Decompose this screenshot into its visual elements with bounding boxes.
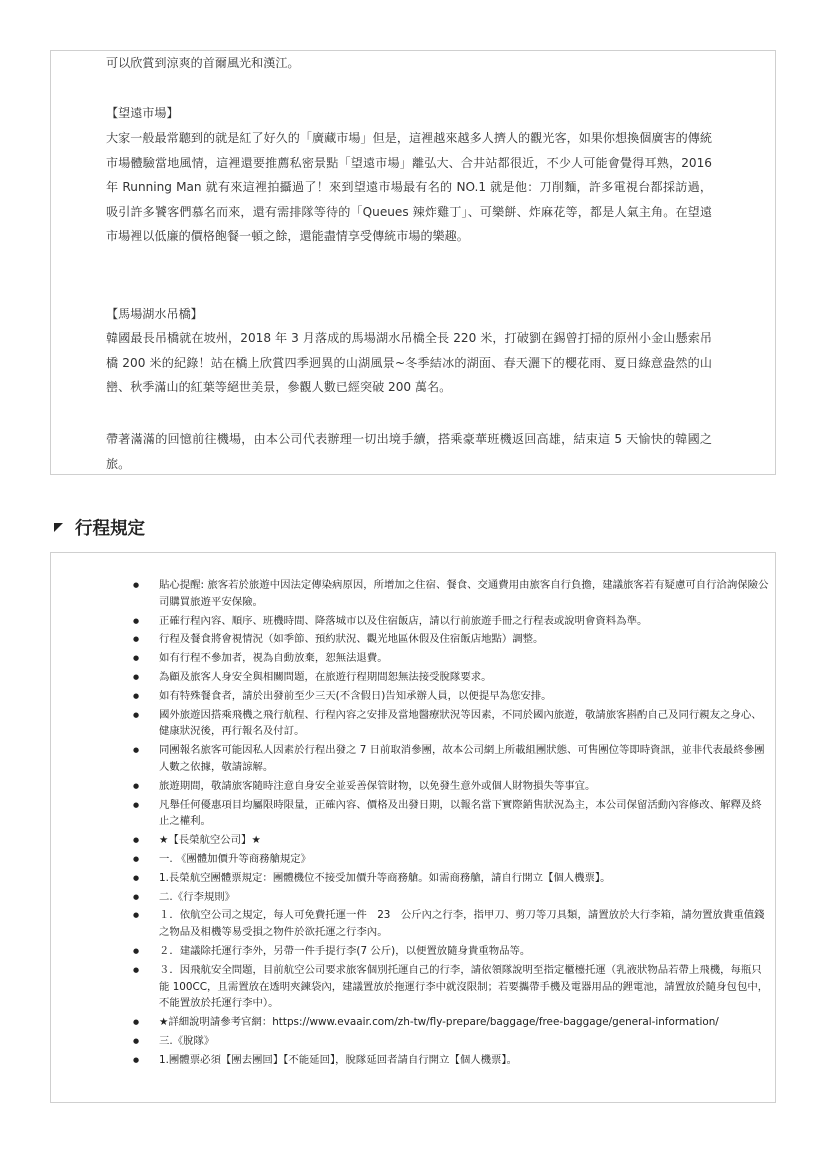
list-item: ● 旅遊期間，敬請旅客隨時注意自身安全並妥善保管財物，以免發生意外或個人財物損失等事宜。 (107, 778, 769, 795)
list-item: ● 國外旅遊因搭乘飛機之飛行航程、行程內容之安排及當地醫療狀況等因素，不同於國內旅遊，敬請旅客斟酌自己及同行親友之身心、健康狀況後，再行報名及付訂。 (107, 707, 769, 741)
rules-list (107, 577, 769, 1071)
list-item: ● ★詳細說明請參考官網：https://www.evaair.com/zh-tw/fly-prepare/baggage/free-baggage/general-information/ (107, 1014, 769, 1031)
list-item: ● 同團報名旅客可能因私人因素於行程出發之 7 日前取消參團，故本公司網上所載組團狀態、可售團位等即時資訊，並非代表最終參團人數之依據，敬請諒解。 (107, 742, 769, 776)
list-item: ● 一. 《團體加價升等商務艙規定》 (107, 851, 769, 868)
list-item: ● 三.《脫隊》 (107, 1033, 769, 1050)
rules-box (50, 552, 776, 1103)
list-item: ● 如有特殊餐食者，請於出發前至少三天(不含假日)告知承辦人員，以便提早為您安排。 (107, 688, 769, 705)
list-item: ● 行程及餐食將會視情況（如季節、預約狀況、觀光地區休假及住宿飯店地點）調整。 (107, 631, 769, 648)
closing-text: 帶著滿滿的回憶前往機場，由本公司代表辦理一切出境手續，搭乘豪華班機返回高雄，結束這 5 天愉快的韓國之旅。 (106, 432, 712, 471)
bridge-description: 韓國最長吊橋就在坡州，2018 年 3 月落成的馬場湖水吊橋全長 220 米，打破劉在錫曾打掃的原州小金山懸索吊橋 200 米的紀錄！站在橋上欣賞四季迥異的山湖風景~冬季結冰的湖面、春天灑下的櫻花雨、夏日綠意盎然的山巒、秋季滿山的紅葉等絕世美景，參觀人數已經突破 200 萬名。 (106, 331, 712, 394)
intro-tail-text: 可以欣賞到涼爽的首爾風光和漢江。 (106, 56, 300, 70)
section-title-rules (54, 515, 145, 540)
list-item: ● ３．因飛航安全問題，目前航空公司要求旅客個別托運自己的行李，請依領隊說明至指定櫃檯托運（乳液狀物品若帶上飛機，每瓶只能 100CC，且需置放在透明夾鍊袋內，建議置放於拖運行李中就沒限制；若要攜帶手機及電器用品的鋰電池，請置放於隨身包包中，不能置放於托運行李中）。 (107, 962, 769, 1012)
market-description: 大家一般最常聽到的就是紅了好久的「廣藏市場」但是，這裡越來越多人擠人的觀光客，如果你想換個廣害的傳統市場體驗當地風情，這裡還要推薦私密景點「望遠市場」離弘大、合井站都很近，不少人可能會覺得耳熟，2016 年 Running Man 就有來這裡拍攝過了！來到望遠市場最有名的 NO.1 就是他：刀削麵，許多電視台都採訪過，吸引許多饕客們慕名而來，還有需排隊等待的「Queues 辣炸雞丁」、可樂餅、炸麻花等，都是人氣主角。在望遠市場裡以低廉的價格飽餐一頓之餘，還能盡情享受傳統市場的樂趣。 (106, 131, 712, 243)
list-item: ● 如有行程不參加者，視為自動放棄，恕無法退費。 (107, 650, 769, 667)
market-heading: 【望遠市場】 (106, 106, 179, 120)
list-item: ● 凡舉任何優惠項目均屬限時限量，正確內容、價格及出發日期，以報名當下實際銷售狀況為主，本公司保留活動內容修改、解釋及終止之權利。 (107, 797, 769, 831)
list-item: ● 1.團體票必須【團去團回】【不能延回】，脫隊延回者請自行開立【個人機票】。 (107, 1052, 769, 1069)
bridge-heading: 【馬場湖水吊橋】 (106, 307, 203, 321)
list-item: ● 1.長榮航空團體票規定：團體機位不接受加價升等商務艙。如需商務艙，請自行開立【個人機票】。 (107, 870, 769, 887)
section-title-text: 行程規定 (75, 519, 145, 539)
list-item: ● ２．建議除托運行李外，另帶一件手提行李(7 公斤)，以便置放隨身貴重物品等。 (107, 943, 769, 960)
list-item: ● １．依航空公司之規定，每人可免費托運一件 23 公斤內之行李，指甲刀、剪刀等刀具類，請置放於大行李箱，請勿置放貴重值錢之物品及相機等易受損之物件於欲托運之行李內。 (107, 907, 769, 941)
triangle-marker-icon (54, 523, 63, 532)
list-item: ● 為顧及旅客人身安全與相關問題，在旅遊行程期間恕無法接受脫隊要求。 (107, 669, 769, 686)
list-item: ● 二.《行李規則》 (107, 889, 769, 906)
list-item: ● 正確行程內容、順序、班機時間、降落城市以及住宿飯店，請以行前旅遊手冊之行程表或說明會資料為準。 (107, 613, 769, 630)
list-item: ● ★【長榮航空公司】★ (107, 832, 769, 849)
list-item: ● 貼心提醒: 旅客若於旅遊中因法定傳染病原因，所增加之住宿、餐食、交通費用由旅客自行負擔，建議旅客若有疑慮可自行洽詢保險公司購買旅遊平安保險。 (107, 577, 769, 611)
